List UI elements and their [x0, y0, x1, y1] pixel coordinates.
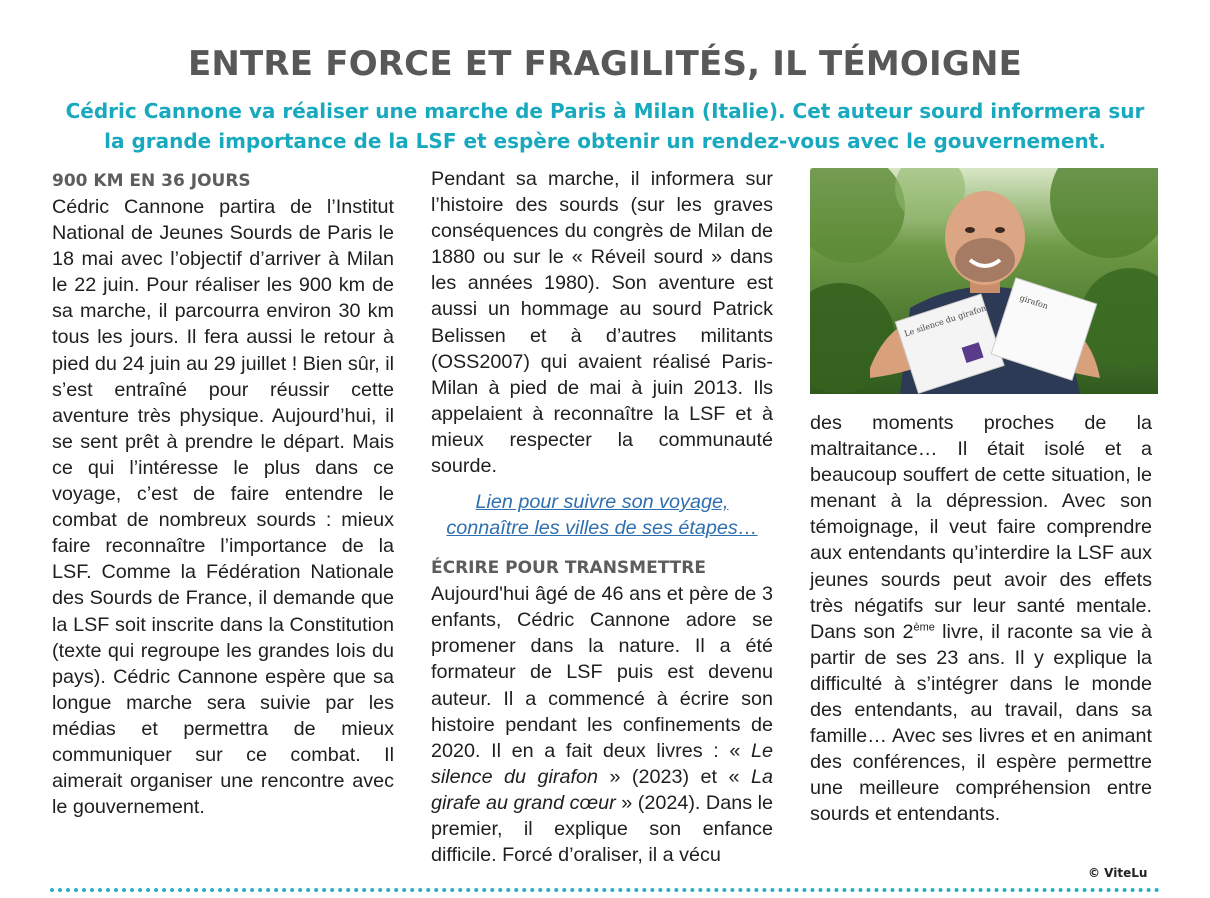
author-photo	[810, 168, 1158, 394]
column-3	[810, 410, 1152, 828]
text-fragment: » (2024). Dans le premier, il explique son enfance difficile. Forcé d’oraliser, il a vécu	[431, 791, 773, 867]
voyage-link-line1: Lien pour suivre son voyage,	[475, 491, 729, 514]
column-2-text: Pendant sa marche, il informera sur l’histoire des sourds (sur les graves conséquences du congrès de Milan de 1880 ou sur le « Réveil sourd » dans les années 1980). Son aventure est aussi un hommage au sourd Patrick Belissen et à d’autres militants (OSS2007) qui avaient réalisé Paris-Milan à pied de mai à juin 2013. Ils appelaient à reconnaître la LSF et à mieux respecter la communauté sourde.	[431, 168, 773, 478]
dotted-divider	[50, 888, 1160, 892]
book-title-2: La girafe au grand cœur	[431, 765, 773, 814]
column-1-text: Cédric Cannone partira de l’Institut National de Jeunes Sourds de Paris le 18 mai avec l’objectif d’arriver à Milan le 22 juin. Pour réaliser les 900 km de sa marche, il parcourra environ 30 km tous les jours. Il fera aussi le retour à pied du 24 juin au 29 juillet ! Bien sûr, il s’est entraîné pour réussir cette aventure très physique. Aujourd’hui, il se sent prêt à prendre le départ. Mais ce qui l’intéresse le plus dans ce voyage, c’est de faire entendre le combat de nombreux sourds : mieux faire reconnaître l’importance de la LSF. Comme la Fédération Nationale des Sourds de France, il demande que la LSF soit inscrite dans la Constitution (texte qui regroupe les grandes lois du pays). Cédric Cannone espère que sa longue marche sera suivie par les médias et permettra de mieux communiquer sur ce combat. Il aimerait organiser une rencontre avec le gouvernement.	[52, 196, 394, 819]
book-cover-title: Le silence du girafon	[903, 303, 988, 339]
book-cover-title-2: girafon	[1018, 293, 1050, 311]
copyright-mark: © ViteLu	[1088, 866, 1148, 880]
column-1	[52, 166, 394, 820]
section-heading-ecrire: ÉCRIRE POUR TRANSMETTRE	[431, 558, 706, 579]
voyage-link-line2: connaître les villes de ses étapes…	[446, 517, 758, 540]
column-2	[431, 166, 773, 868]
text-fragment: des moments proches de la maltraitance… Il était isolé et a beaucoup souffert de cette situation, le menant à la dépression. Avec son témoignage, il veut faire comprendre aux entendants qu’interdire la LSF aux jeunes sourds peut avoir des effets très négatifs sur leur santé mentale. Dans son 2	[810, 412, 1152, 643]
voyage-link[interactable]	[431, 489, 773, 541]
section-heading-900km: 900 KM EN 36 JOURS	[52, 171, 251, 191]
lead-paragraph: Cédric Cannone va réaliser une marche de Paris à Milan (Italie). Cet auteur sourd informera sur la grande importance de la LSF et espère obtenir un rendez-vous avec le gouvernement.	[65, 99, 1145, 153]
text-fragment: livre, il raconte sa vie à partir de ses 23 ans. Il y explique la difficulté à s’intégrer dans le monde des entendants, au travail, dans sa famille… Avec ses livres et en animant des conférences, il espère permettre une meilleure compréhension entre sourds et entendants.	[810, 620, 1152, 826]
author-photo-illustration	[810, 168, 1158, 394]
book-title-1: Le silence du girafon	[431, 739, 773, 788]
page-title: ENTRE FORCE ET FRAGILITÉS, IL TÉMOIGNE	[187, 44, 1023, 84]
column-2-text-2	[431, 581, 773, 868]
superscript: ème	[913, 621, 935, 634]
column-3-text	[810, 410, 1152, 828]
text-fragment: Aujourd'hui âgé de 46 ans et père de 3 enfants, Cédric Cannone adore se promener dans la nature. Il a été formateur de LSF puis est devenu auteur. Il a commencé à écrire son histoire pendant les confinements de 2020. Il en a fait deux livres : «	[431, 583, 773, 762]
text-fragment: » (2023) et «	[597, 765, 751, 788]
